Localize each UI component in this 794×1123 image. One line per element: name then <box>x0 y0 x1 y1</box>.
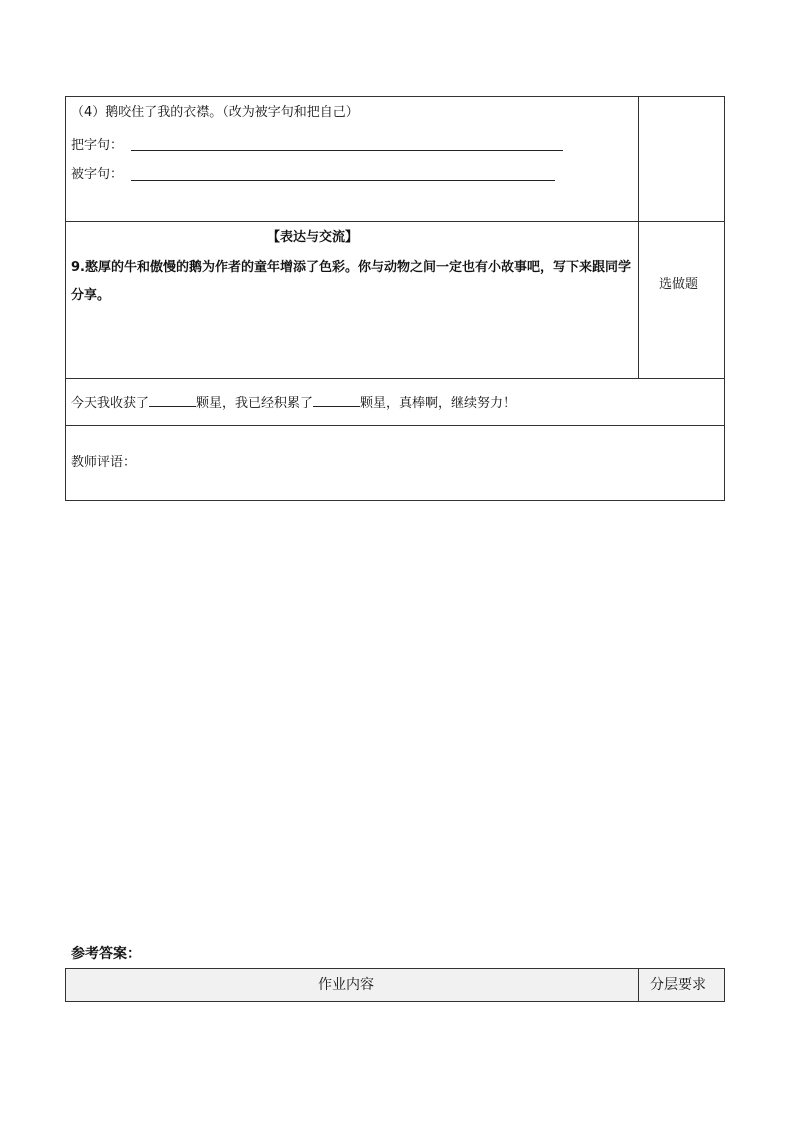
row-divider <box>65 425 725 426</box>
ba-sentence-answer-line[interactable] <box>131 150 563 151</box>
bei-sentence-label: 被字句： <box>71 167 124 182</box>
stars-text-2: 颗星，我已经积累了 <box>196 396 314 411</box>
stars-blank-today[interactable] <box>149 393 196 407</box>
row-divider <box>65 378 725 379</box>
column-divider <box>638 96 639 378</box>
stars-line <box>71 393 516 413</box>
optional-tag: 选做题 <box>659 277 699 292</box>
column-divider <box>638 968 639 1002</box>
row-divider <box>65 221 725 222</box>
question-9: 9.憨厚的牛和傲慢的鹅为作者的童年增添了色彩。你与动物之间一定也有小故事吧，写下来跟同学分享。 <box>71 260 631 303</box>
section-title: 【表达与交流】 <box>267 230 359 245</box>
col-header-content: 作业内容 <box>318 977 374 993</box>
stars-text-3: 颗星，真棒啊，继续努力！ <box>360 396 517 411</box>
answers-title: 参考答案： <box>71 946 141 962</box>
stars-text-1: 今天我收获了 <box>71 396 150 411</box>
stars-blank-total[interactable] <box>313 393 360 407</box>
bei-sentence-answer-line[interactable] <box>131 180 555 181</box>
col-header-level: 分层要求 <box>650 977 706 993</box>
q4-prompt: （4）鹅咬住了我的衣襟。（改为被字句和把自己） <box>71 105 359 120</box>
teacher-comment-label: 教师评语： <box>71 455 137 470</box>
answers-table-header <box>65 968 725 1002</box>
ba-sentence-label: 把字句： <box>71 138 124 153</box>
